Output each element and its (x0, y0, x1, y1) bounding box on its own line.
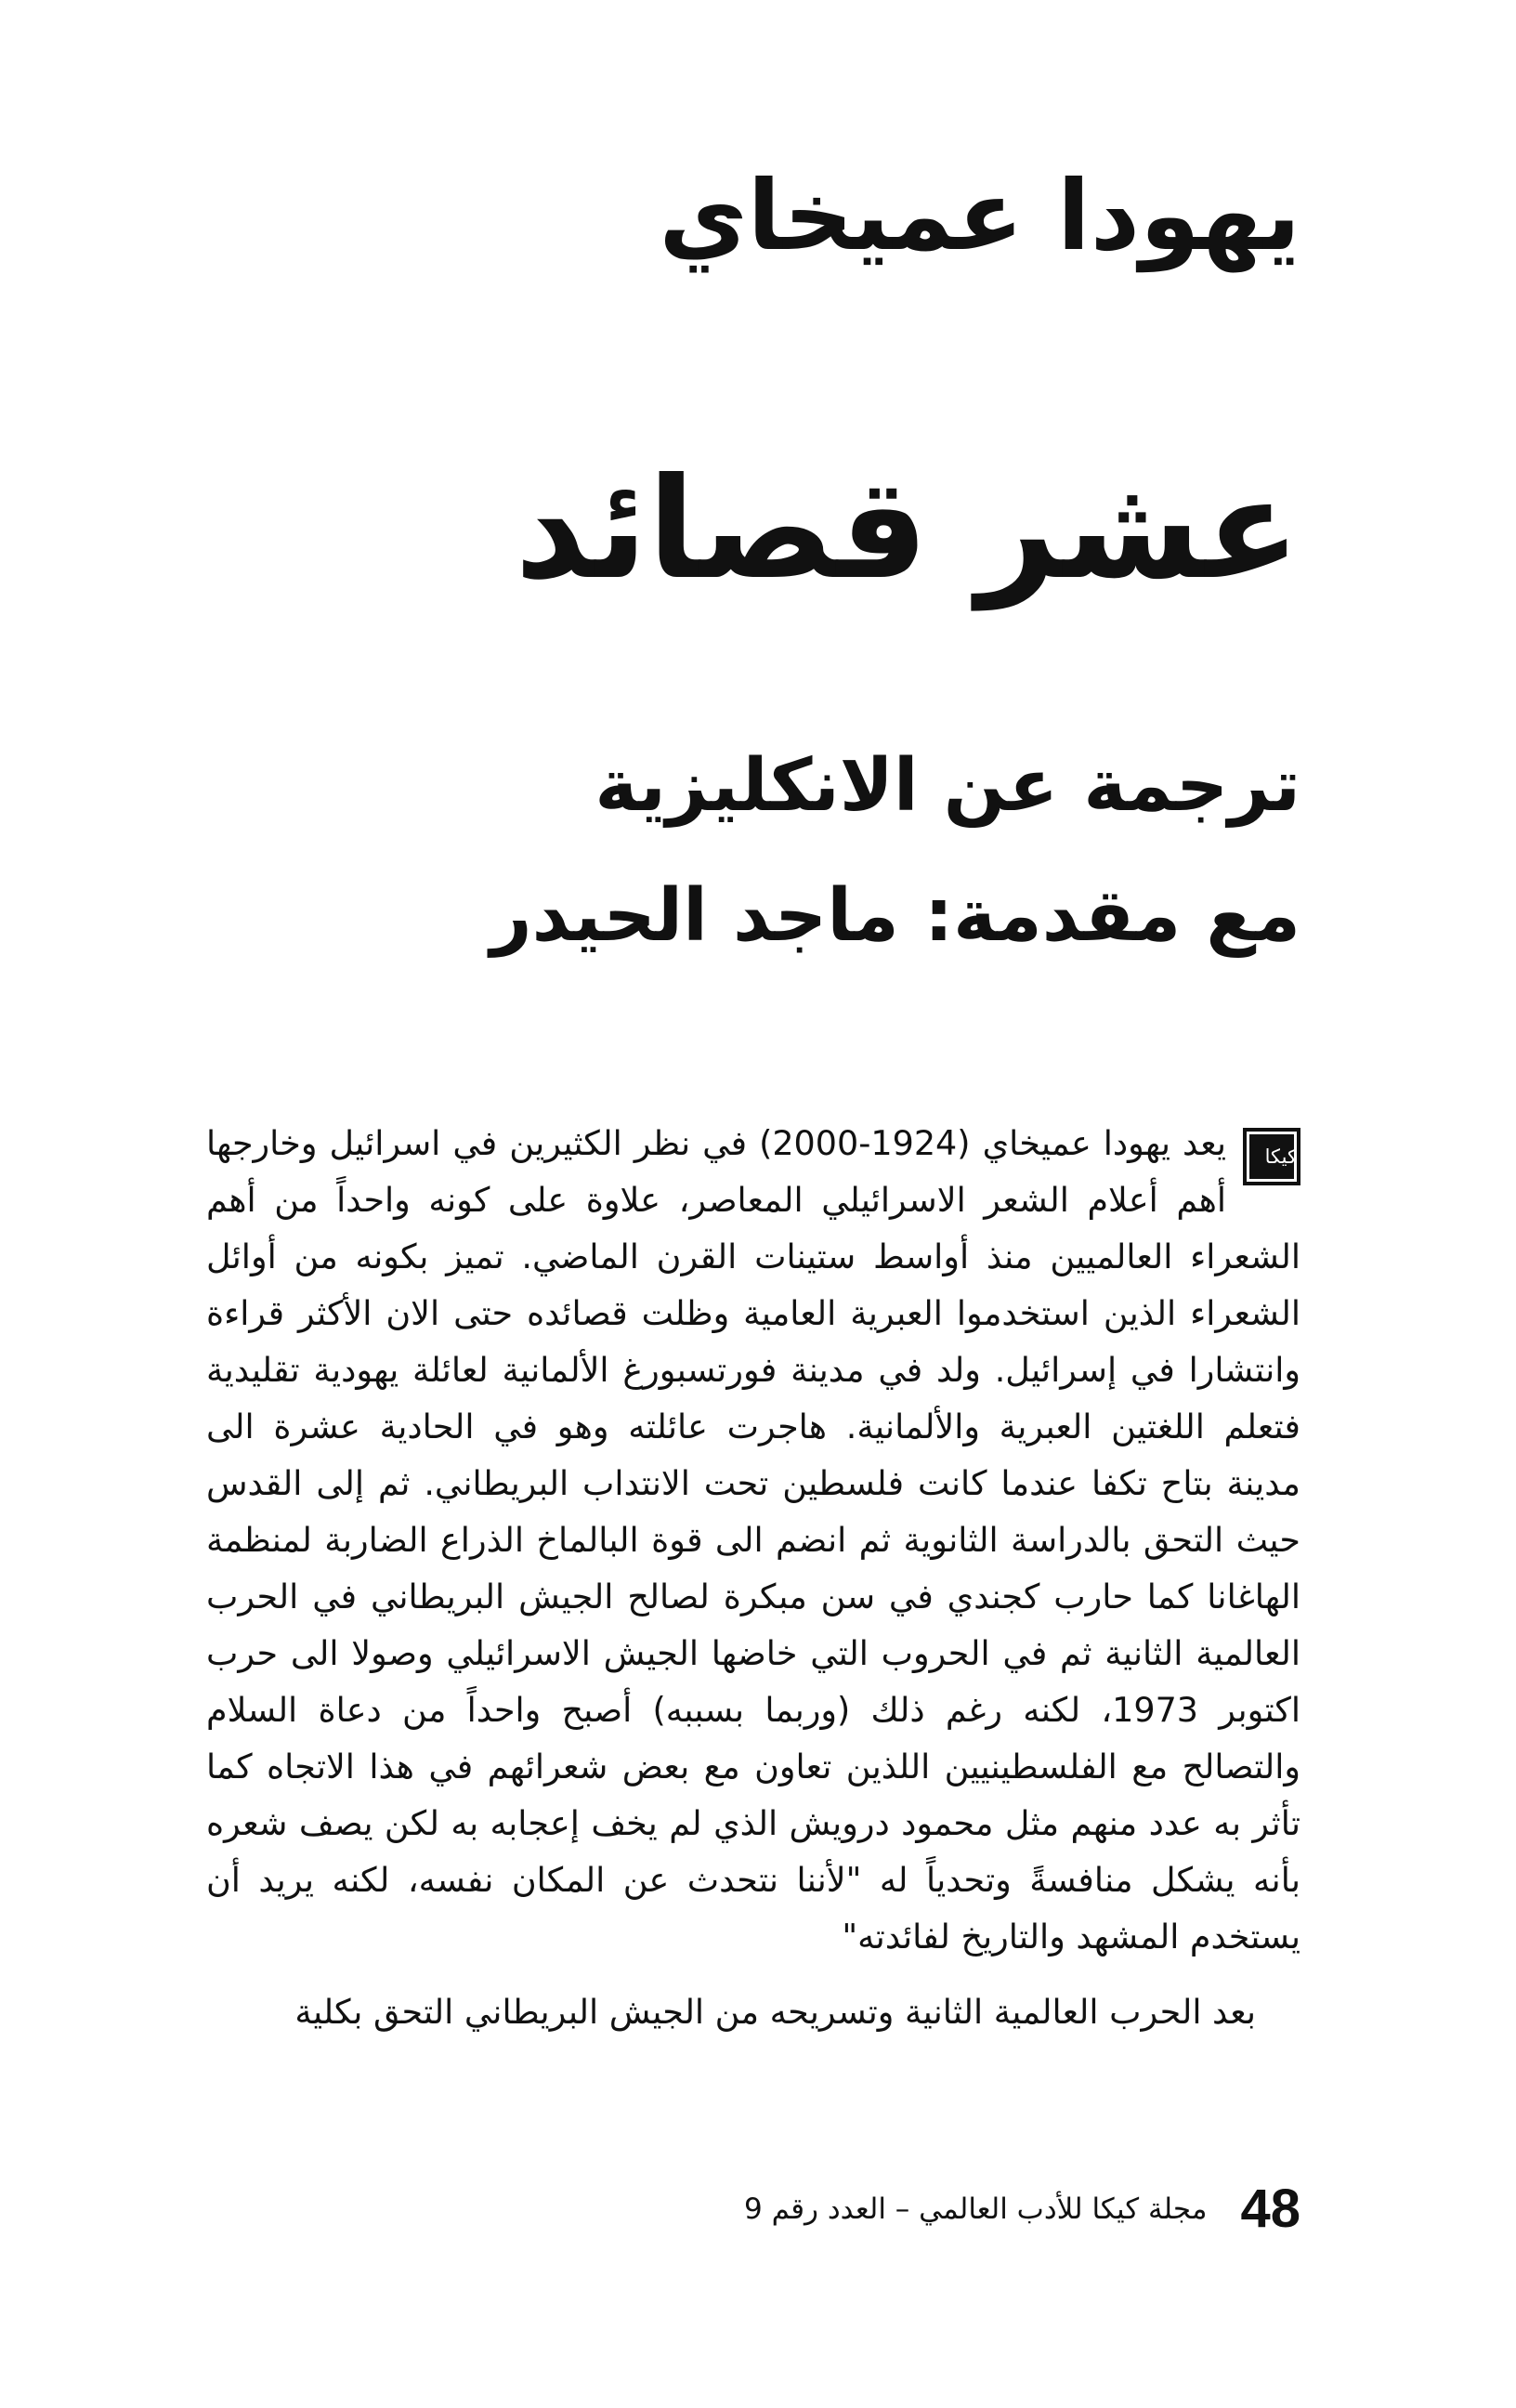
introduction-credit: مع مقدمة: ماجد الحيدر (490, 874, 1300, 958)
paragraph-2: بعد الحرب العالمية الثانية وتسريحه من الجيش البريطاني التحق بكلية (294, 1992, 1256, 2032)
paragraph-1 (206, 1115, 1300, 1965)
page-number: 48 (1240, 2179, 1300, 2239)
kika-logo-icon: كيكا (1243, 1128, 1300, 1185)
journal-name: مجلة كيكا للأدب العالمي – العدد رقم 9 (743, 2192, 1208, 2226)
paragraph-1-text: يعد يهودا عميخاي (1924-2000) في نظر الكثيرين في اسرائيل وخارجها أهم أعلام الشعر الاسرائيلي المعاصر، علاوة على كونه واحداً من أهم الشعراء العالميين منذ أواسط ستينات القرن الماضي. تميز بكونه من أوائل الشعراء الذين استخدموا العبرية العامية وظلت قصائده حتى الان الأكثر قراءة وانتشارا في إسرائيل. ولد في مدينة فورتسبورغ الألمانية لعائلة يهودية تقليدية فتعلم اللغتين العبرية والألمانية. هاجرت عائلته وهو في الحادية عشرة الى مدينة بتاح تكفا عندما كانت فلسطين تحت الانتداب البريطاني. ثم إلى القدس حيث التحق بالدراسة الثانوية ثم انضم الى قوة البالماخ الذراع الضاربة لمنظمة الهاغانا كما حارب كجندي في سن مبكرة لصالح الجيش البريطاني في الحرب العالمية الثانية ثم في الحروب التي خاضها الجيش الاسرائيلي وصولا الى حرب اكتوبر 1973، لكنه رغم ذلك (وربما بسببه) أصبح واحداً من دعاة السلام والتصالح مع الفلسطينيين اللذين تعاون مع بعض شعرائهم في هذا الاتجاه كما تأثر به عدد منهم مثل محمود درويش الذي لم يخف إعجابه به لكن يصف شعره بأنه يشكل منافسةً وتحدياً له "لأننا نتحدث عن المكان نفسه، لكنه يريد أن يستخدم المشهد والتاريخ لفائدته" (206, 1123, 1300, 1956)
page-title: عشر قصائد (515, 449, 1300, 610)
translation-note: ترجمة عن الانكليزية (595, 744, 1300, 828)
article-body (206, 1115, 1300, 2040)
page-footer (464, 2172, 1300, 2246)
author-name: يهودا عميخاي (659, 159, 1300, 272)
